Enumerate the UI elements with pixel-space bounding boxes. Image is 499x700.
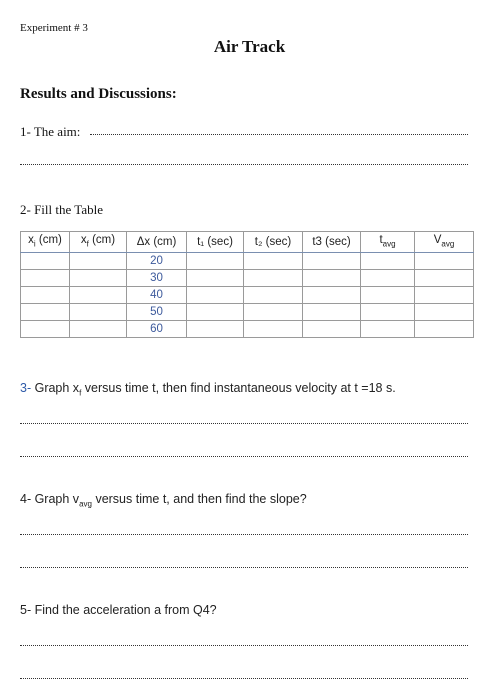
aim-label: 1- The aim: [20,124,81,139]
page-title: Air Track [213,37,286,56]
results-table [20,231,474,338]
table-header-row [21,232,474,253]
dx-value-cell: 30 [127,270,187,287]
col-header-t2: t₂ (sec) [244,232,303,253]
table-row [21,304,474,321]
table-cell-input[interactable] [361,304,415,321]
table-cell-input[interactable] [361,270,415,287]
col-header-xf: $x_f$ (cm) [70,232,127,253]
q5-answer-line-2[interactable] [20,678,468,679]
table-row [21,287,474,304]
dx-value-cell: 40 [127,287,187,304]
table-row [21,321,474,338]
aim-answer-line-2[interactable] [20,164,468,165]
table-cell-input[interactable] [415,321,474,338]
table-cell-input[interactable] [187,304,244,321]
table-cell-input[interactable] [244,270,303,287]
table-cell-input[interactable] [244,253,303,270]
table-cell-input[interactable] [244,304,303,321]
aim-answer-line-1[interactable] [90,134,468,135]
table-row [21,270,474,287]
question-3 [20,381,396,398]
dx-value-cell: 60 [127,321,187,338]
table-cell-input[interactable] [187,287,244,304]
table-cell-input[interactable] [303,321,361,338]
table-cell-input[interactable] [303,270,361,287]
q5-answer-line-1[interactable] [20,645,468,646]
dx-value-cell: 20 [127,253,187,270]
table-cell-input[interactable] [415,287,474,304]
question-3-subscript: f [79,388,82,398]
table-cell-input[interactable] [361,321,415,338]
table-cell-input[interactable] [187,253,244,270]
table-section-label: 2- Fill the Table [20,202,103,217]
question-3-text-b: versus time t, then find instantaneous velocity at t =18 s. [81,381,396,395]
table-cell-input[interactable] [70,253,127,270]
col-header-xi: $x_i$ (cm) [21,232,70,253]
table-cell-input[interactable] [361,287,415,304]
table-cell-input[interactable] [70,270,127,287]
table-cell-input[interactable] [21,287,70,304]
question-4 [20,492,307,509]
table-cell-input[interactable] [21,321,70,338]
question-4-text-a: 4- Graph v [20,492,80,506]
table-cell-input[interactable] [303,287,361,304]
table-cell-input[interactable] [303,304,361,321]
table-cell-input[interactable] [303,253,361,270]
table-cell-input[interactable] [21,270,70,287]
q4-answer-line-1[interactable] [20,534,468,535]
table-cell-input[interactable] [187,270,244,287]
question-4-subscript: avg [79,499,92,509]
table-cell-input[interactable] [21,304,70,321]
table-cell-input[interactable] [415,253,474,270]
q4-answer-line-2[interactable] [20,567,468,568]
table-cell-input[interactable] [361,253,415,270]
col-header-dx: Δx (cm) [127,232,187,253]
col-header-t1: t₁ (sec) [187,232,244,253]
table-cell-input[interactable] [70,321,127,338]
col-header-vavg: $V_{avg}$ [415,232,474,253]
table-cell-input[interactable] [244,321,303,338]
question-4-text-b: versus time t, and then find the slope? [91,492,307,506]
table-row [21,253,474,270]
table-cell-input[interactable] [187,321,244,338]
col-header-t3: t3 (sec) [303,232,361,253]
experiment-label: Experiment # 3 [20,22,88,34]
question-3-text-a: Graph x [31,381,80,395]
dx-value-cell: 50 [127,304,187,321]
table-cell-input[interactable] [244,287,303,304]
section-heading: Results and Discussions: [20,86,177,102]
table-cell-input[interactable] [415,304,474,321]
question-5: 5- Find the acceleration a from Q4? [20,603,217,617]
table-cell-input[interactable] [70,287,127,304]
col-header-tavg: $t_{avg}$ [361,232,415,253]
q3-answer-line-1[interactable] [20,423,468,424]
question-3-number: 3- [20,381,32,395]
table-cell-input[interactable] [415,270,474,287]
table-cell-input[interactable] [70,304,127,321]
table-cell-input[interactable] [21,253,70,270]
q3-answer-line-2[interactable] [20,456,468,457]
